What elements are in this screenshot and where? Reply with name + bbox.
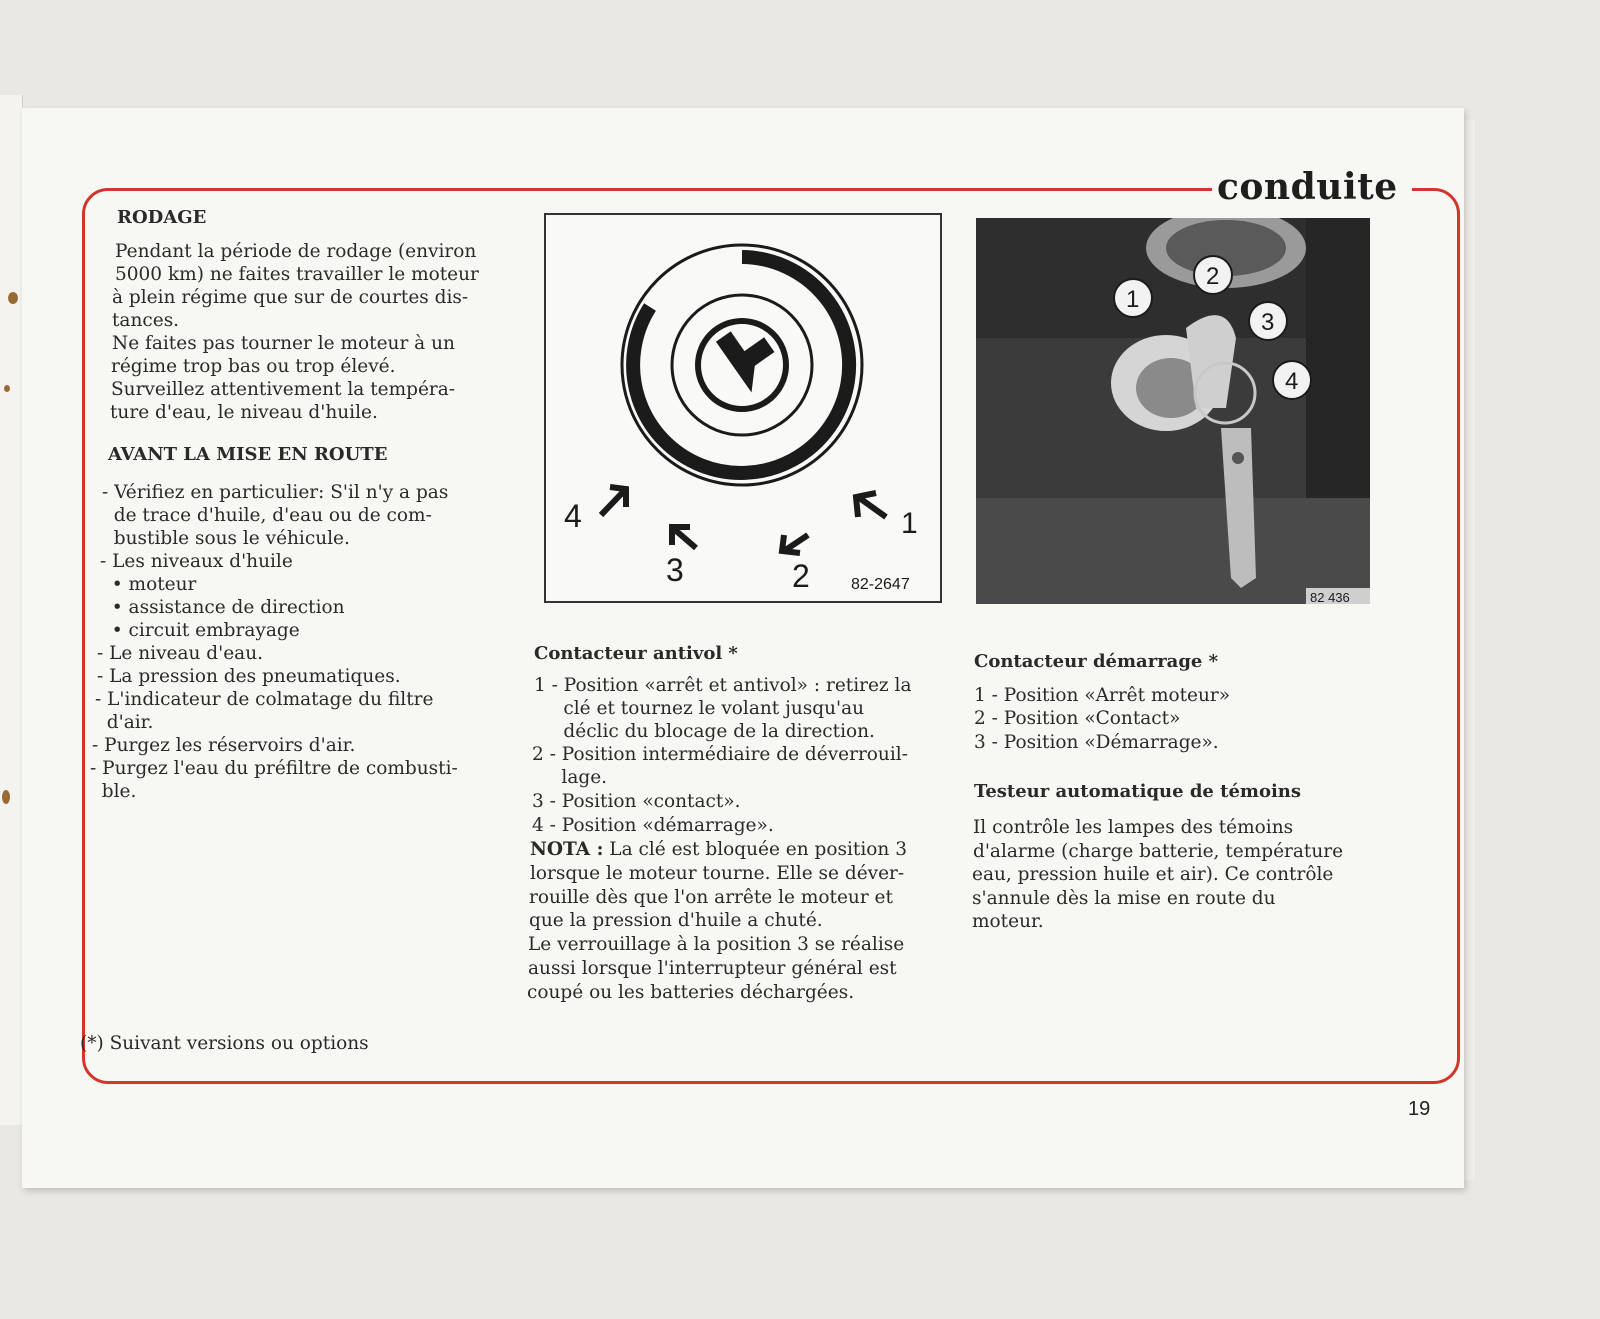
rodage-line: à plein régime que sur de courtes dis- [112, 287, 469, 308]
arrow-4-icon [601, 487, 626, 515]
testeur-line: moteur. [972, 911, 1044, 932]
avant-line: bustible sous le véhicule. [102, 528, 350, 549]
testeur-line: Il contrôle les lampes des témoins [973, 817, 1294, 838]
photo-label: 1 [1126, 286, 1140, 313]
nota-block [530, 838, 907, 862]
arrow-3-icon [672, 527, 696, 548]
avant-line: - Le niveau d'eau. [97, 643, 264, 664]
avant-line: ble. [90, 781, 137, 802]
testeur-line: s'annule dès la mise en route du [972, 888, 1276, 909]
photo-label: 2 [1206, 263, 1220, 290]
antivol-line: 1 - Position «arrêt et antivol» : retirez la [534, 675, 912, 696]
ignition-diagram [544, 213, 942, 603]
antivol-line: lage. [532, 767, 608, 788]
rodage-line: Pendant la période de rodage (environ [115, 241, 477, 262]
diagram-label: 2 [792, 558, 810, 594]
diagram-label: 1 [901, 507, 918, 540]
demarrage-line: 3 - Position «Démarrage». [974, 732, 1219, 753]
diagram-label: 3 [666, 552, 684, 588]
page-number: 19 [1408, 1098, 1431, 1120]
nota-line: rouille dès que l'on arrête le moteur et [529, 887, 893, 908]
diagram-ref: 82-2647 [851, 576, 910, 593]
testeur-heading: Testeur automatique de témoins [974, 781, 1302, 802]
photo-label: 3 [1261, 309, 1275, 336]
antivol-heading: Contacteur antivol * [534, 643, 738, 664]
nota-line: lorsque le moteur tourne. Elle se déver- [530, 863, 905, 884]
rodage-heading: RODAGE [117, 207, 207, 228]
manual-page [22, 108, 1464, 1188]
testeur-line: eau, pression huile et air). Ce contrôle [972, 864, 1334, 885]
key-slot-icon [716, 318, 786, 393]
ignition-diagram-svg [546, 215, 940, 601]
footnote: (*) Suivant versions ou options [80, 1032, 369, 1054]
left-page-edge [0, 95, 23, 1125]
stain [8, 292, 18, 304]
antivol-line: déclic du blocage de la direction. [534, 721, 875, 742]
avant-line: d'air. [95, 712, 154, 733]
photo-ref: 82 436 [1310, 590, 1350, 604]
avant-line: - Vérifiez en particulier: S'il n'y a pas [102, 482, 449, 503]
demarrage-line: 1 - Position «Arrêt moteur» [974, 685, 1231, 706]
avant-line: • assistance de direction [100, 597, 345, 618]
nota-line: La clé est bloquée en position 3 [603, 839, 907, 860]
arrow-icons [601, 487, 886, 553]
avant-line: de trace d'huile, d'eau ou de com- [102, 505, 432, 526]
demarrage-line: 2 - Position «Contact» [974, 708, 1181, 729]
rodage-line: Ne faites pas tourner le moteur à un [112, 333, 455, 354]
page-title: conduite [1217, 166, 1398, 208]
nota-label: NOTA : [530, 839, 604, 860]
diagram-label: 4 [564, 498, 582, 534]
rodage-line: 5000 km) ne faites travailler le moteur [115, 264, 479, 285]
demarrage-heading: Contacteur démarrage * [974, 651, 1219, 672]
nota-line: Le verrouillage à la position 3 se réalise [528, 934, 905, 955]
nota-line: aussi lorsque l'interrupteur général est [528, 958, 897, 979]
avant-line: - L'indicateur de colmatage du filtre [95, 689, 434, 710]
testeur-line: d'alarme (charge batterie, température [973, 841, 1344, 862]
antivol-line: 4 - Position «démarrage». [532, 815, 774, 836]
avant-line: - La pression des pneumatiques. [97, 666, 401, 687]
photo-label: 4 [1285, 368, 1299, 395]
ignition-photo [976, 218, 1370, 604]
antivol-line: 3 - Position «contact». [532, 791, 741, 812]
stain [2, 790, 10, 804]
rodage-line: régime trop bas ou trop élevé. [111, 356, 396, 377]
nota-line: que la pression d'huile a chuté. [529, 910, 823, 931]
rodage-line: ture d'eau, le niveau d'huile. [110, 402, 378, 423]
arrow-1-icon [856, 493, 886, 517]
avant-line: - Purgez les réservoirs d'air. [92, 735, 356, 756]
ignition-photo-svg [976, 218, 1370, 604]
avant-line: • moteur [100, 574, 197, 595]
arrow-2-icon [782, 535, 808, 553]
antivol-line: clé et tournez le volant jusqu'au [534, 698, 865, 719]
avant-heading: AVANT LA MISE EN ROUTE [108, 444, 388, 465]
avant-line: - Les niveaux d'huile [100, 551, 293, 572]
rodage-line: Surveillez attentivement la tempéra- [111, 379, 456, 400]
antivol-line: 2 - Position intermédiaire de déverrouil- [532, 744, 908, 765]
avant-line: • circuit embrayage [100, 620, 300, 641]
nota-line: coupé ou les batteries déchargées. [527, 982, 855, 1003]
stain [4, 385, 10, 392]
rodage-line: tances. [112, 310, 180, 331]
avant-line: - Purgez l'eau du préfiltre de combusti- [90, 758, 458, 779]
